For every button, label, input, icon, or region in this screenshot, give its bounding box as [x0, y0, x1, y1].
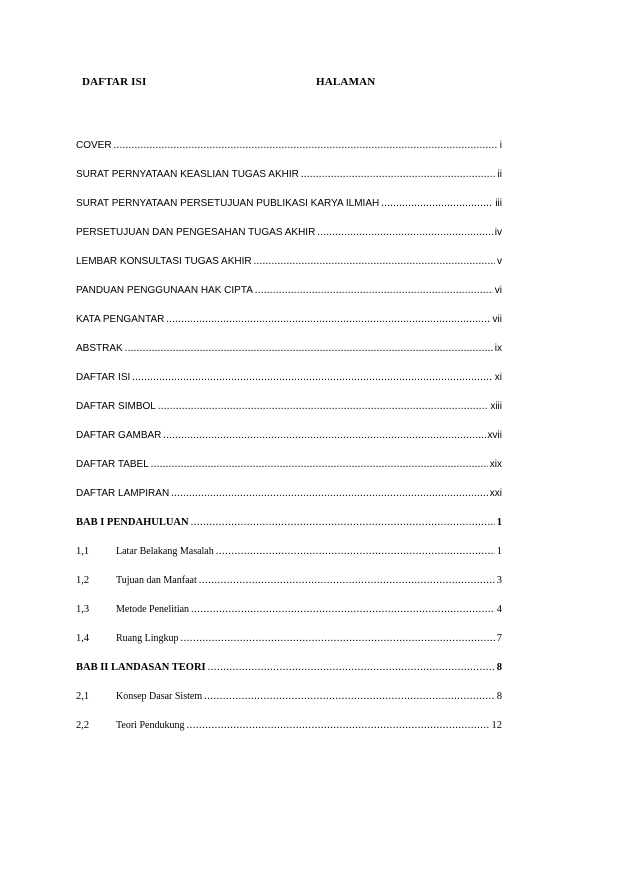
toc-title: DAFTAR ISI — [82, 76, 147, 88]
toc-entry-label: Metode Penelitian — [116, 604, 190, 615]
toc-entry — [76, 430, 502, 459]
toc-entry-number: 1,2 — [76, 575, 90, 586]
dot-leader — [181, 633, 495, 644]
dot-leader — [151, 459, 488, 470]
toc-entry — [76, 517, 502, 546]
dot-leader — [171, 488, 488, 499]
dot-leader — [186, 720, 489, 731]
dot-leader — [163, 430, 485, 441]
toc-entry-label: PERSETUJUAN DAN PENGESAHAN TUGAS AKHIR — [76, 227, 316, 238]
toc-entry-page: xiii — [490, 401, 502, 412]
dot-leader — [208, 662, 495, 673]
toc-entry-page: 1 — [496, 546, 502, 557]
dot-leader — [132, 372, 493, 383]
dot-leader — [204, 691, 495, 702]
toc-entry-page: i — [499, 140, 502, 151]
dot-leader — [158, 401, 489, 412]
toc-entry — [76, 285, 502, 314]
toc-entry-number: 1,3 — [76, 604, 90, 615]
toc-entry-page: 12 — [491, 720, 502, 731]
toc-entry-page: 1 — [496, 517, 502, 528]
toc-entry — [76, 198, 502, 227]
page-column-heading: HALAMAN — [316, 76, 376, 88]
toc-entry-label: BAB I PENDAHULUAN — [76, 517, 189, 528]
toc-entry-page: 4 — [496, 604, 502, 615]
toc-entry — [76, 314, 502, 343]
toc-entry-label: SURAT PERNYATAAN KEASLIAN TUGAS AKHIR — [76, 169, 299, 180]
toc-entry — [76, 459, 502, 488]
toc-entry-label: LEMBAR KONSULTASI TUGAS AKHIR — [76, 256, 252, 267]
toc-entry-page: vi — [494, 285, 502, 296]
toc-entry-page: 8 — [496, 662, 502, 673]
dot-leader — [216, 546, 495, 557]
toc-entry — [76, 343, 502, 372]
toc-entry-page: xix — [489, 459, 502, 470]
toc-entry-page: xi — [494, 372, 502, 383]
toc-entry-label: COVER — [76, 140, 112, 151]
dot-leader — [381, 198, 493, 209]
toc-entry-label: DAFTAR ISI — [76, 372, 131, 383]
dot-leader — [114, 140, 498, 151]
toc-entry-number: 2,2 — [76, 720, 90, 731]
dot-leader — [125, 343, 493, 354]
toc-entry-label: SURAT PERNYATAAN PERSETUJUAN PUBLIKASI KARYA ILMIAH — [76, 198, 380, 209]
toc-entry — [76, 140, 502, 169]
toc-entry-page: v — [497, 256, 502, 267]
toc-entry — [76, 227, 502, 256]
toc-entry-page: vii — [492, 314, 502, 325]
toc-entry-page: 7 — [496, 633, 502, 644]
toc-entry-label: PANDUAN PENGGUNAAN HAK CIPTA — [76, 285, 253, 296]
toc-entry-label: BAB II LANDASAN TEORI — [76, 662, 206, 673]
toc-entry-label: Konsep Dasar Sistem — [116, 691, 203, 702]
toc-entry — [76, 662, 502, 691]
toc-entry-page: 3 — [496, 575, 502, 586]
toc-entry — [76, 691, 502, 720]
dot-leader — [191, 604, 495, 615]
toc-entry-label: DAFTAR SIMBOL — [76, 401, 156, 412]
toc-entry — [76, 633, 502, 662]
toc-entry — [76, 575, 502, 604]
toc-entry-label: ABSTRAK — [76, 343, 123, 354]
toc-entry-label: DAFTAR LAMPIRAN — [76, 488, 170, 499]
toc-entry — [76, 169, 502, 198]
toc-entry-label: Ruang Lingkup — [116, 633, 179, 644]
table-of-contents — [76, 140, 502, 749]
toc-entry-page: ix — [494, 343, 502, 354]
toc-entry-number: 1,1 — [76, 546, 90, 557]
dot-leader — [199, 575, 495, 586]
toc-entry-page: iii — [495, 198, 502, 209]
toc-entry — [76, 372, 502, 401]
toc-entry-label: KATA PENGANTAR — [76, 314, 165, 325]
toc-entry — [76, 546, 502, 575]
toc-entry-page: 8 — [496, 691, 502, 702]
toc-entry-label: Latar Belakang Masalah — [116, 546, 214, 557]
toc-entry-number: 1,4 — [76, 633, 90, 644]
toc-entry-label: DAFTAR TABEL — [76, 459, 149, 470]
toc-entry-page: xvii — [487, 430, 502, 441]
dot-leader — [255, 285, 493, 296]
toc-entry — [76, 604, 502, 633]
toc-entry-page: iv — [494, 227, 502, 238]
toc-entry — [76, 488, 502, 517]
toc-entry-number: 2,1 — [76, 691, 90, 702]
toc-entry-page: xxi — [489, 488, 502, 499]
toc-entry — [76, 720, 502, 749]
dot-leader — [191, 517, 495, 528]
toc-entry — [76, 401, 502, 430]
toc-entry-label: DAFTAR GAMBAR — [76, 430, 162, 441]
toc-entry-label: Tujuan dan Manfaat — [116, 575, 197, 586]
dot-leader — [166, 314, 490, 325]
toc-entry-page: ii — [497, 169, 502, 180]
dot-leader — [317, 227, 492, 238]
dot-leader — [254, 256, 495, 267]
dot-leader — [301, 169, 496, 180]
toc-entry — [76, 256, 502, 285]
toc-entry-label: Teori Pendukung — [116, 720, 185, 731]
